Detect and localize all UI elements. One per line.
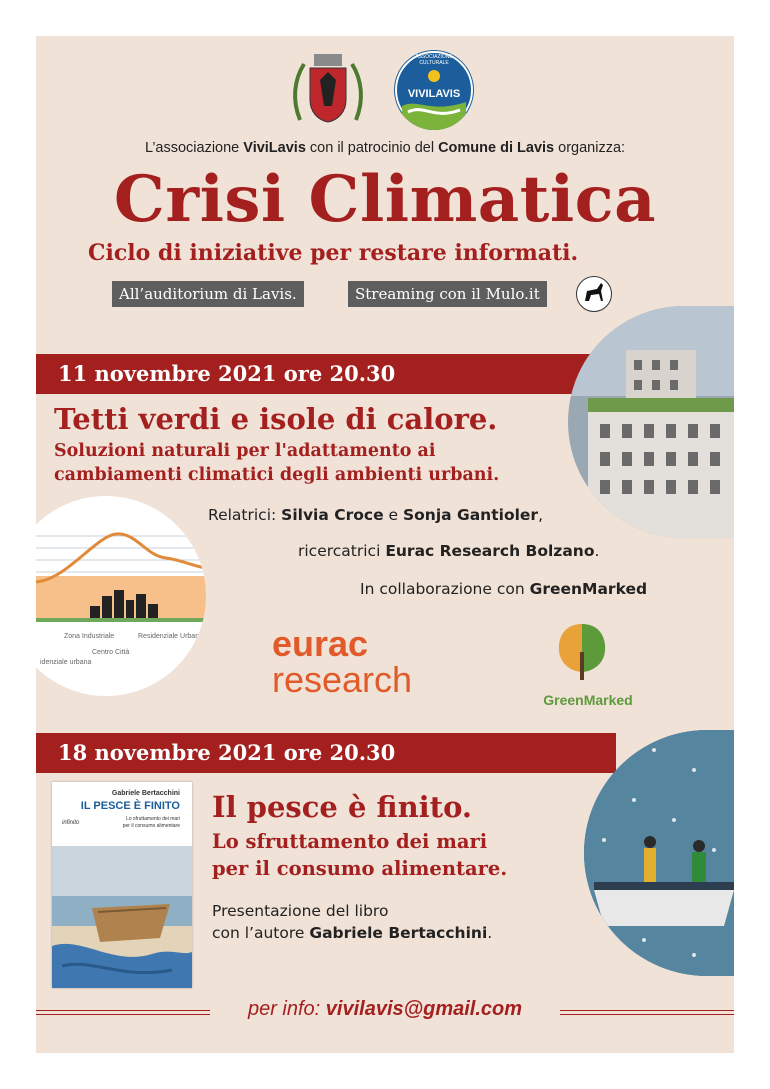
diagram-label-center: Centro Città xyxy=(92,649,130,656)
diagram-label-industrial: Zona Industriale xyxy=(64,633,115,640)
eurac-logo xyxy=(272,623,442,700)
diagram-label-residential: Residenziale Urbana xyxy=(138,633,203,640)
patron-name: Comune di Lavis xyxy=(438,140,555,156)
speaker-1: Silvia Croce xyxy=(281,506,384,524)
event2-author: Gabriele Bertacchini xyxy=(309,924,488,942)
book-cover-subtitle: Lo sfruttamento dei mari per il consumo alimentare xyxy=(122,816,180,829)
book-cover xyxy=(52,782,192,988)
event2-subtitle-2: per il consumo alimentare. xyxy=(212,857,508,880)
comune-crest-logo xyxy=(290,50,366,130)
mulo-logo xyxy=(576,276,612,312)
heat-island-diagram xyxy=(36,496,206,696)
event1-date-band: 11 novembre 2021 ore 20.30 xyxy=(36,354,616,394)
book-cover-image xyxy=(52,846,192,988)
venue-tag: All’auditorium di Lavis. xyxy=(112,281,304,307)
eurac-logo-line2: research xyxy=(272,659,413,700)
event1-collab: In collaborazione con GreenMarked xyxy=(360,580,648,598)
eurac-logo-line1: eurac xyxy=(272,623,369,664)
collab-org: GreenMarked xyxy=(529,580,648,598)
organizer-line: L’associazione ViviLavis con il patrocinio del Comune di Lavis organizza: xyxy=(144,140,626,156)
event1-title: Tetti verdi e isole di calore. xyxy=(54,402,498,436)
book-cover-publisher: infinito xyxy=(62,820,80,826)
page-title: Crisi Climatica xyxy=(113,162,657,237)
streaming-tag: Streaming con il Mulo.it xyxy=(348,281,547,307)
event2-desc-1: Presentazione del libro xyxy=(212,902,389,920)
greenmarked-logo-text: GreenMarked xyxy=(543,692,633,708)
speaker-2: Sonja Gantioler xyxy=(402,506,539,524)
footer-line-right xyxy=(560,1010,734,1015)
diagram-label-suburban: idenziale urbana xyxy=(40,659,92,666)
event2-subtitle-1: Lo sfruttamento dei mari xyxy=(212,830,488,853)
greenmarked-tree-icon xyxy=(552,622,612,682)
event1-role: ricercatrici Eurac Research Bolzano. xyxy=(298,542,600,560)
role-org: Eurac Research Bolzano xyxy=(385,542,595,560)
poster xyxy=(36,36,734,1053)
event1-speakers: Relatrici: Silvia Croce e Sonja Gantioler, xyxy=(208,506,543,524)
event2-desc-2: con l’autore Gabriele Bertacchini. xyxy=(212,924,493,942)
organizer-name: ViviLavis xyxy=(243,140,306,156)
event1-subtitle-1: Soluzioni naturali per l'adattamento ai xyxy=(54,441,436,461)
vivilavis-logo xyxy=(394,50,474,130)
assoc-logo-arc: ASSOCIAZIONE CULTURALE xyxy=(415,54,453,66)
book-cover-title: IL PESCE È FINITO xyxy=(80,800,180,812)
assoc-logo-name: VIVILAVIS xyxy=(407,88,461,100)
event2-date-band: 18 novembre 2021 ore 20.30 xyxy=(36,733,616,773)
footer-line-left xyxy=(36,1010,210,1015)
footer-info: per info: vivilavis@gmail.com xyxy=(247,998,523,1020)
page-subtitle: Ciclo di iniziative per restare informati. xyxy=(88,240,579,266)
event2-title: Il pesce è finito. xyxy=(212,790,472,824)
footer-email-link[interactable]: vivilavis@gmail.com xyxy=(325,998,523,1020)
book-cover-author: Gabriele Bertacchini xyxy=(111,790,180,797)
event1-subtitle-2: cambiamenti climatici degli ambienti urbani. xyxy=(54,465,500,485)
